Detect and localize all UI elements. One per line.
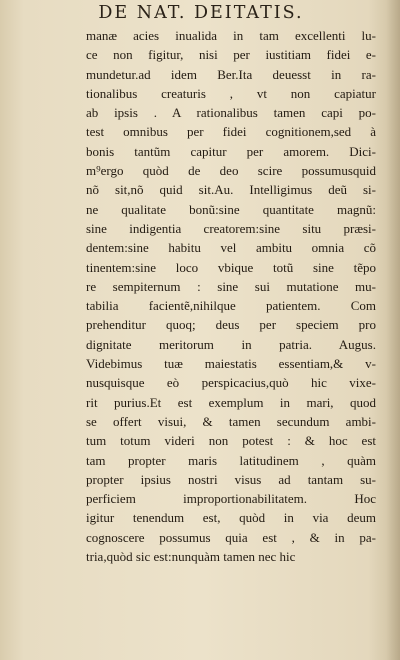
text-line: bonis tantũm capitur per amorem. Dici- <box>86 143 376 159</box>
text-line: tinentem:sine loco vbique totũ sine tẽpo <box>86 259 376 275</box>
text-line: dentem:sine habitu vel ambitu omnia cõ <box>86 240 376 256</box>
text-line: tam propter maris latitudinem , quàm <box>86 452 376 468</box>
text-line: re sempiternum : sine sui mutatione mu- <box>86 278 376 294</box>
text-line: test omnibus per fidei cognitionem,sed à <box>86 124 376 140</box>
text-line: Videbimus tuæ maiestatis essentiam,& v- <box>86 356 376 372</box>
text-line: nusquisque eò perspicacius,quò hic vixe- <box>86 375 376 391</box>
text-line: mundetur.ad idem Ber.Ita deuesst in ra- <box>86 66 376 82</box>
text-line: tria,quòd sic est:nunquàm tamen nec hic <box>86 549 296 565</box>
text-line: ne qualitate bonũ:sine quantitate magnũ: <box>86 201 376 217</box>
text-line: m⁹ergo quòd de deo scire possumusquid <box>86 163 376 179</box>
body-text <box>86 26 376 566</box>
text-line: se offert visui, & tamen secundum ambi- <box>86 413 376 429</box>
text-line: nõ sit,nõ quid sit.Au. Intelligimus deũ si- <box>86 182 376 198</box>
text-line: tionalibus creaturis , vt non capiatur <box>86 85 376 101</box>
text-line: ab ipsis . A rationalibus tamen capi po- <box>86 105 376 121</box>
text-line: cognoscere possumus quia est , & in pa- <box>86 529 376 545</box>
text-line: prehenditur quoq; deus per speciem pro <box>86 317 376 333</box>
text-line: ce non figitur, nisi per iustitiam fidei e- <box>86 47 376 63</box>
text-line: tum totum videri non potest : & hoc est <box>86 433 376 449</box>
text-line: tabilia facientẽ,nihilque patientem. Com <box>86 298 376 314</box>
text-line: perficiem improportionabilitatem. Hoc <box>86 491 376 507</box>
text-line: igitur tenendum est, quòd in via deum <box>86 510 376 526</box>
running-head-text: DE NAT. DEITATIS. <box>98 3 304 23</box>
page-gutter-shadow <box>386 0 400 660</box>
running-head <box>0 3 400 23</box>
text-line: dignitate meritorum in patria. Augus. <box>86 336 376 352</box>
text-line: rit purius.Et est exemplum in mari, quod <box>86 394 376 410</box>
text-line: propter ipsius nostri visus ad tantam su- <box>86 471 376 487</box>
text-line: manæ acies inualida in tam excellenti lu- <box>86 28 376 43</box>
text-line: sine indigentia creatorem:sine situ præsi- <box>86 220 376 236</box>
